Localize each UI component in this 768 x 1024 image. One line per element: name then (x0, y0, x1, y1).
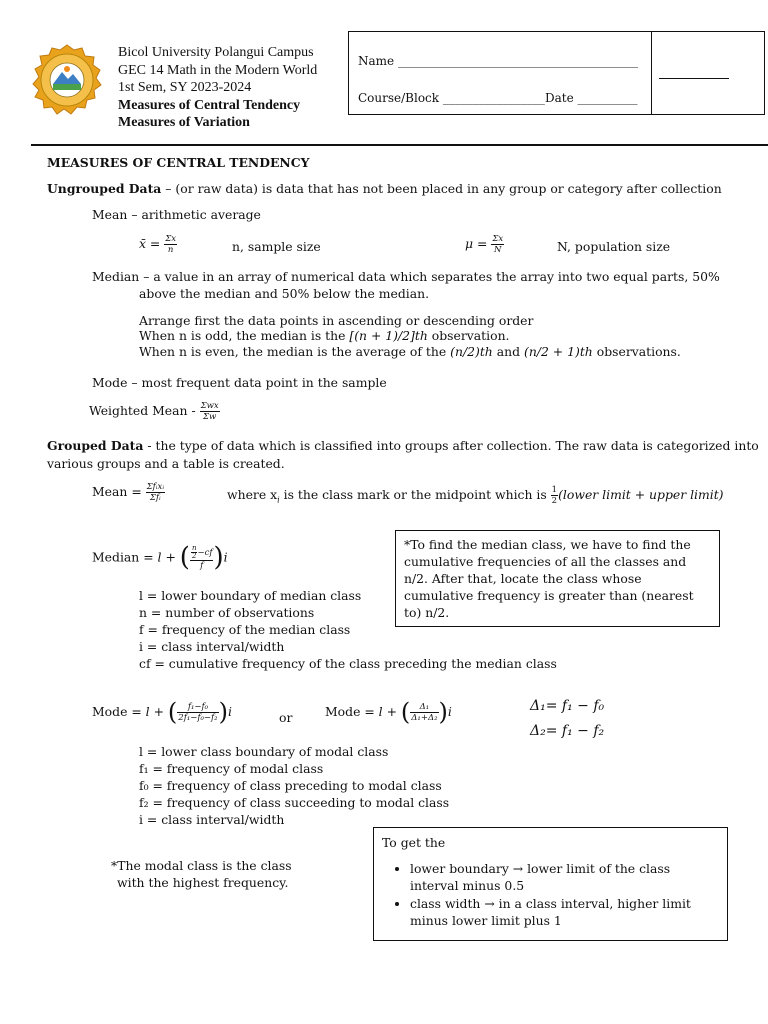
delta2-formula: Δ₂= f₁ − f₂ (530, 723, 605, 739)
to-get-title: To get the (382, 835, 446, 850)
name-field[interactable]: Name ________________________________________ (358, 54, 638, 68)
mean-label: Mean – arithmetic average (92, 207, 261, 222)
to-get-item: • lower boundary → lower limit of the class interval minus 0.5 (410, 860, 719, 894)
median-def-line1: Median – a value in an array of numerical data which separates the array into two equal parts, 50% (92, 269, 720, 284)
median-def-item: cf = cumulative frequency of the class preceding the median class (139, 656, 557, 671)
ungrouped-desc: – (or raw data) is data that has not been placed in any group or category after collection (161, 181, 722, 196)
population-mean-formula: μ = $\frac{\Sigma x}{N}$ (465, 234, 504, 255)
sample-mean-formula: x̄ = $\frac{\Sigma x}{n}$ (139, 234, 177, 255)
semester: 1st Sem, SY 2023-2024 (118, 80, 252, 95)
grouped-mean-formula: Mean = $\frac{\text{Σfᵢxᵢ}}{\text{Σfᵢ}}$ (92, 482, 165, 503)
mode-def-item: f₀ = frequency of class preceding to modal class (139, 778, 442, 793)
mode-def-item: l = lower class boundary of modal class (139, 744, 389, 759)
to-get-box (373, 827, 728, 941)
median-def-item: n = number of observations (139, 605, 315, 620)
or-text: or (279, 710, 293, 725)
median-def-line2: above the median and 50% below the median. (139, 286, 430, 301)
mode-definitions (139, 743, 449, 828)
delta1-formula: Δ₁= f₁ − f₀ (530, 698, 605, 714)
grouped-heading-line1: Grouped Data - the type of data which is classified into groups after collection. The raw data is categorized into (47, 438, 759, 453)
median-def-item: i = class interval/width (139, 639, 285, 654)
arrange-note: Arrange first the data points in ascending or descending order (139, 313, 534, 328)
median-def-item: l = lower boundary of median class (139, 588, 362, 603)
mode-def-item: i = class interval/width (139, 812, 285, 827)
section-title: MEASURES OF CENTRAL TENDENCY (47, 155, 310, 170)
odd-median-note: When n is odd, the median is the [(n + 1)/2]th observation. (139, 328, 510, 343)
to-get-item: • class width → in a class interval, higher limit minus lower limit plus 1 (410, 895, 719, 929)
grouped-mode-formula1: Mode = l + ( $\frac{\text{f₁−f₀}}{\text{2f₁−f₀−f₂}}$ )i (92, 698, 232, 726)
score-line (659, 78, 729, 79)
header-divider (31, 144, 768, 146)
student-info-box (348, 31, 765, 115)
modal-class-note: *The modal class is the class with the highest frequency. (111, 858, 292, 890)
population-size-note: N, population size (557, 239, 671, 254)
course-block-field[interactable]: Course/Block _________________ (358, 91, 545, 105)
median-class-note: *To find the median class, we have to find the cumulative frequencies of all the classes and n/2. After that, locate the class whose cumulative frequency is greater than (nearest to) n/2. (395, 530, 720, 627)
weighted-mean: Weighted Mean - $\frac{\text{Σwx}}{\Sigma w}$ (89, 401, 219, 422)
grouped-mode-formula2: Mode = l + ( $\frac{\text{Δ₁}}{\text{Δ₁+Δ₂}}$ )i (325, 698, 452, 726)
grouped-heading-line2: various groups and a table is created. (47, 456, 285, 471)
mode-def-item: f₁ = frequency of modal class (139, 761, 324, 776)
class-mark-note: where $x_i$ is the class mark or the midpoint which is $\frac{1}{2}$ (lower limit + upper limit) (227, 485, 724, 506)
university-logo (31, 44, 103, 116)
grouped-heading: Grouped Data (47, 438, 144, 453)
school-name: Bicol University Polangui Campus (118, 45, 314, 60)
topic-central-tendency: Measures of Central Tendency (118, 97, 301, 113)
sample-size-note: n, sample size (232, 239, 321, 254)
mode-def: Mode – most frequent data point in the sample (92, 375, 387, 390)
course-name: GEC 14 Math in the Modern World (118, 62, 318, 78)
ungrouped-heading-line (47, 180, 722, 197)
median-definitions (139, 587, 557, 672)
mode-def-item: f₂ = frequency of class succeeding to modal class (139, 795, 450, 810)
grouped-median-formula: Median = l + ( $\frac{n}{2}$ −cf f )i (92, 542, 228, 573)
date-field[interactable]: Date __________ (545, 91, 638, 105)
median-def-item: f = frequency of the median class (139, 622, 351, 637)
even-median-note: When n is even, the median is the average of the (n/2)th and (n/2 + 1)th observations. (139, 344, 681, 359)
topic-variation: Measures of Variation (118, 115, 250, 130)
ungrouped-heading: Ungrouped Data (47, 181, 162, 196)
